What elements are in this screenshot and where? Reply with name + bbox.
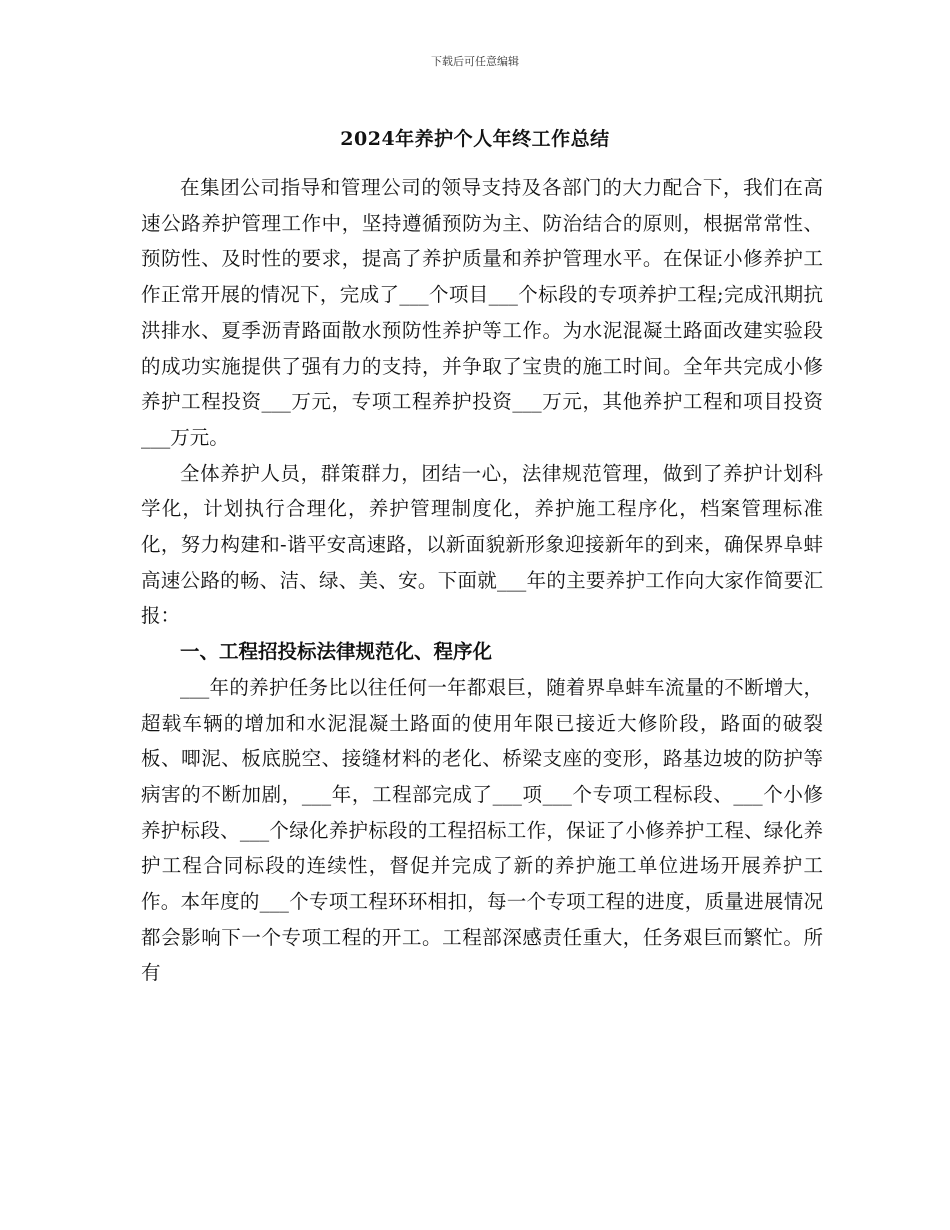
section-heading: 一、工程招投标法律规范化、程序化 bbox=[180, 640, 493, 664]
document-body bbox=[141, 170, 823, 991]
section-paragraph: ___年的养护任务比以往任何一年都艰巨，随着界阜蚌车流量的不断增大，超载车辆的增加和水泥混凝土路面的使用年限已接近大修阶段，路面的破裂板、唧泥、板底脱空、接缝材料的老化、桥梁支座的变形，路基边坡的防护等病害的不断加剧，___年，工程部完成了___项___个专项工程标段、___个小修养护标段、___个绿化养护标段的工程招标工作，保证了小修养护工程、绿化养护工程合同标段的连续性，督促并完成了新的养护施工单位进场开展养护工作。本年度的___个专项工程环环相扣，每一个专项工程的进度，质量进展情况都会影响下一个专项工程的开工。工程部深感责任重大，任务艰巨而繁忙。所有 bbox=[141, 675, 823, 985]
header-note: 下载后可任意编辑 bbox=[431, 55, 519, 68]
body-paragraph: 在集团公司指导和管理公司的领导支持及各部门的大力配合下，我们在高速公路养护管理工作中，坚持遵循预防为主、防治结合的原则，根据常常性、预防性、及时性的要求，提高了养护质量和养护管理水平。在保证小修养护工作正常开展的情况下，完成了___个项目___个标段的专项养护工程;完成汛期抗洪排水、夏季沥青路面散水预防性养护等工作。为水泥混凝土路面改建实验段的成功实施提供了强有力的支持，并争取了宝贵的施工时间。全年共完成小修养护工程投资___万元，专项工程养护投资___万元，其他养护工程和项目投资___万元。 bbox=[141, 176, 823, 449]
document-title: 2024年养护个人年终工作总结 bbox=[340, 128, 610, 150]
body-paragraph: 全体养护人员，群策群力，团结一心，法律规范管理，做到了养护计划科学化，计划执行合理化，养护管理制度化，养护施工程序化，档案管理标准化，努力构建和-谐平安高速路，以新面貌新形象迎接新年的到来，确保界阜蚌高速公路的畅、洁、绿、美、安。下面就___年的主要养护工作向大家作简要汇报： bbox=[141, 461, 823, 628]
